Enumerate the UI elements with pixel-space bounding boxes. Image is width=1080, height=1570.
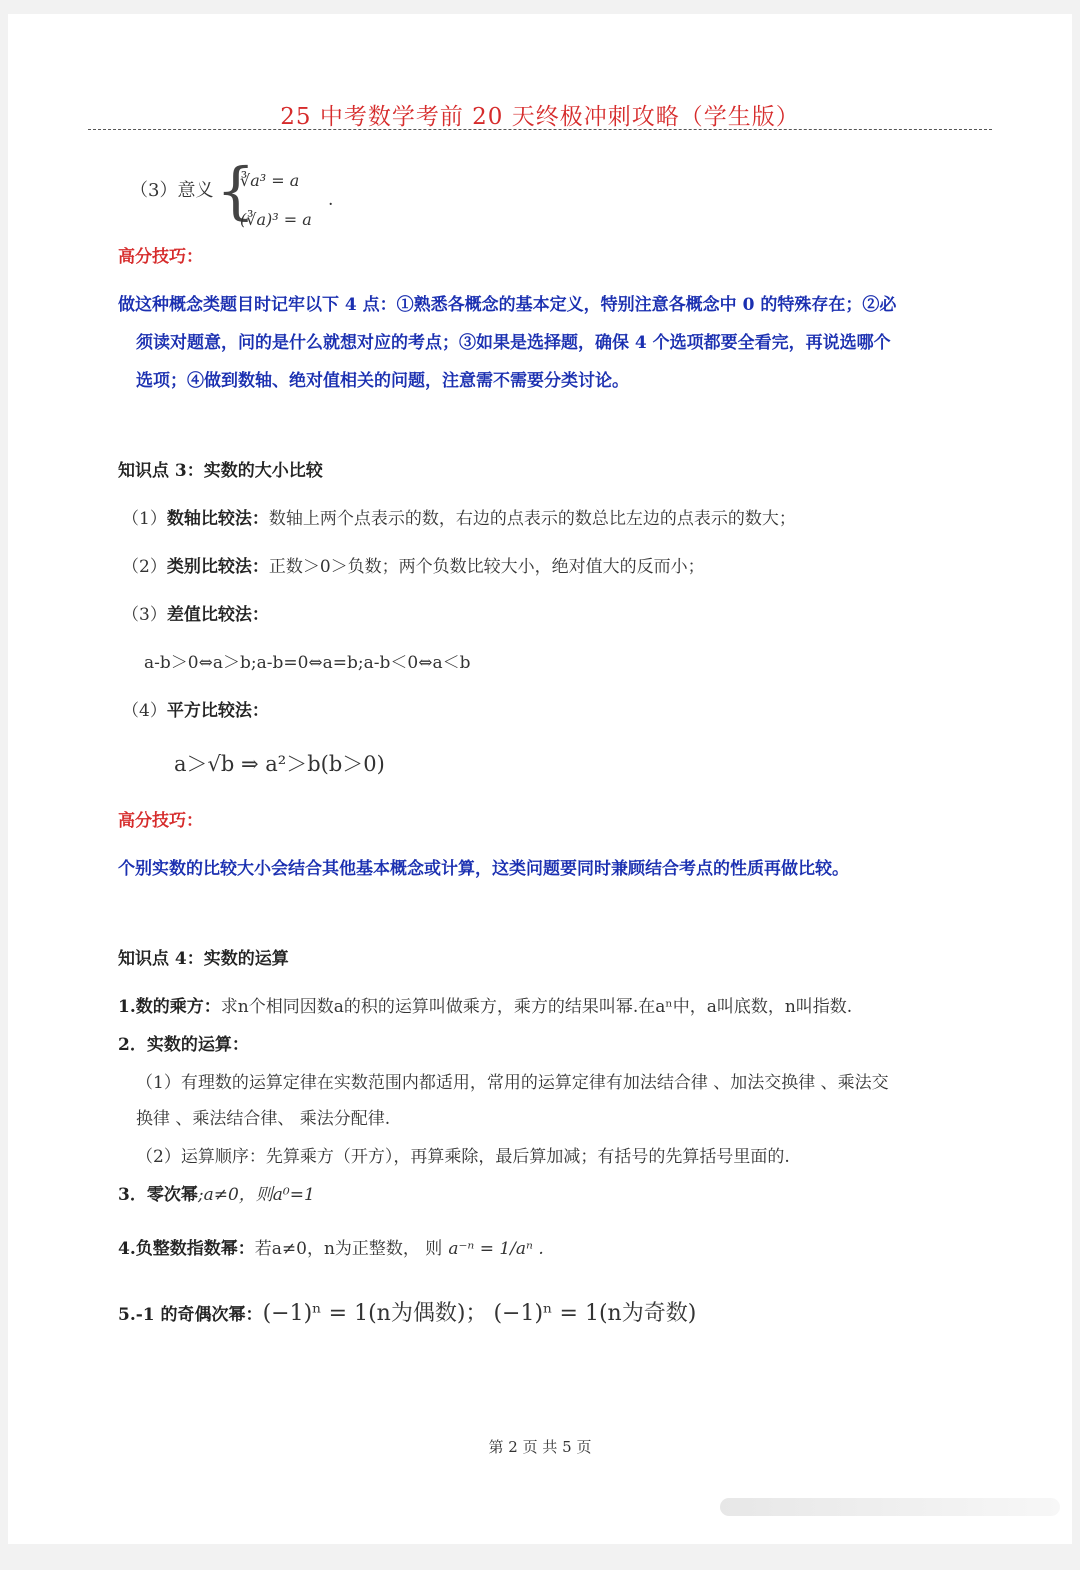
tip-heading-1: 高分技巧： [118, 247, 203, 267]
method3 [122, 600, 269, 625]
page-number: 第 2 页 共 5 页 [488, 1438, 592, 1456]
method2-name: 类别比较法： [166, 557, 269, 577]
document-page [8, 14, 1072, 1544]
negative-exponent-name: 4.负整数指数幂： [118, 1239, 255, 1259]
zero-exponent-text: ;a≠0，则a⁰=1 [197, 1185, 315, 1205]
method4 [122, 696, 269, 721]
equation-cube-root-1: ∛a³ = a [240, 171, 300, 190]
method4-number: （4） [122, 701, 167, 721]
method2 [122, 552, 705, 577]
real-operations-heading: 2．实数的运算： [118, 1035, 249, 1055]
power-definition-text: 求n个相同因数a的积的运算叫做乘方，乘方的结果叫幂.在aⁿ中，a叫底数，n叫指数. [220, 997, 853, 1017]
negative-exponent-formula: a⁻ⁿ = 1/aⁿ . [448, 1239, 544, 1259]
item3-label: （3）意义 [130, 180, 214, 201]
method1-name: 数轴比较法： [166, 509, 269, 529]
equation-period: . [328, 190, 334, 210]
method1 [122, 504, 796, 529]
operation-laws-line1: （1）有理数的运算定律在实数范围内都适用，常用的运算定律有加法结合律 、加法交换律 、乘法交 [136, 1073, 889, 1093]
operation-order: （2）运算顺序：先算乘方（开方），再算乘除，最后算加减；有括号的先算括号里面的. [136, 1147, 790, 1167]
header-divider [88, 129, 992, 130]
power-definition-name: 1.数的乘方： [118, 997, 221, 1017]
tip-text-1-line3: 选项；④做到数轴、绝对值相关的问题，注意需不需要分类讨论。 [136, 371, 629, 391]
tip-text-2: 个别实数的比较大小会结合其他基本概念或计算，这类问题要同时兼顾结合考点的性质再做比较。 [118, 859, 849, 879]
method4-name: 平方比较法： [166, 701, 269, 721]
method2-number: （2） [122, 557, 167, 577]
section-heading-kp4: 知识点 4：实数的运算 [118, 949, 289, 969]
operation-laws-line2: 换律 、乘法结合律、 乘法分配律. [136, 1109, 391, 1129]
minus-one-odd-formula: (−1)ⁿ = 1(n为奇数) [493, 1301, 697, 1326]
negative-exponent-text: 若a≠0，n为正整数， 则 [254, 1239, 443, 1259]
zero-exponent [118, 1180, 315, 1205]
method3-number: （3） [122, 605, 167, 625]
difference-formula: a-b＞0⇔a＞b;a-b=0⇔a=b;a-b＜0⇔a＜b [144, 653, 471, 673]
method3-name: 差值比较法： [166, 605, 269, 625]
minus-one-powers [118, 1296, 696, 1327]
page-title: 25 中考数学考前 20 天终极冲刺攻略（学生版） [280, 104, 800, 130]
minus-one-powers-name: 5.-1 的奇偶次幂： [118, 1305, 263, 1325]
tip-heading-2: 高分技巧： [118, 811, 203, 831]
scroll-indicator[interactable] [720, 1498, 1060, 1516]
tip-text-1-line1: 做这种概念类题目时记牢以下 4 点：①熟悉各概念的基本定义，特别注意各概念中 0 的特殊存在；②必 [118, 295, 897, 315]
power-definition [118, 992, 852, 1017]
left-brace: { [216, 154, 256, 227]
method2-text: 正数＞0＞负数；两个负数比较大小，绝对值大的反而小； [268, 557, 705, 577]
square-compare-formula: a＞√b ⇒ a²＞b(b＞0) [174, 752, 385, 776]
equation-cube-root-2: (∛a)³ = a [240, 210, 312, 229]
method1-number: （1） [122, 509, 167, 529]
minus-one-even-formula: (−1)ⁿ = 1(n为偶数)； [262, 1301, 488, 1326]
zero-exponent-name: 3．零次幂 [118, 1185, 198, 1205]
method1-text: 数轴上两个点表示的数，右边的点表示的数总比左边的点表示的数大； [268, 509, 796, 529]
section-heading-kp3: 知识点 3：实数的大小比较 [118, 461, 323, 481]
tip-text-1-line2: 须读对题意，问的是什么就想对应的考点；③如果是选择题，确保 4 个选项都要全看完，再说选哪个 [136, 333, 891, 353]
negative-exponent [118, 1234, 544, 1259]
